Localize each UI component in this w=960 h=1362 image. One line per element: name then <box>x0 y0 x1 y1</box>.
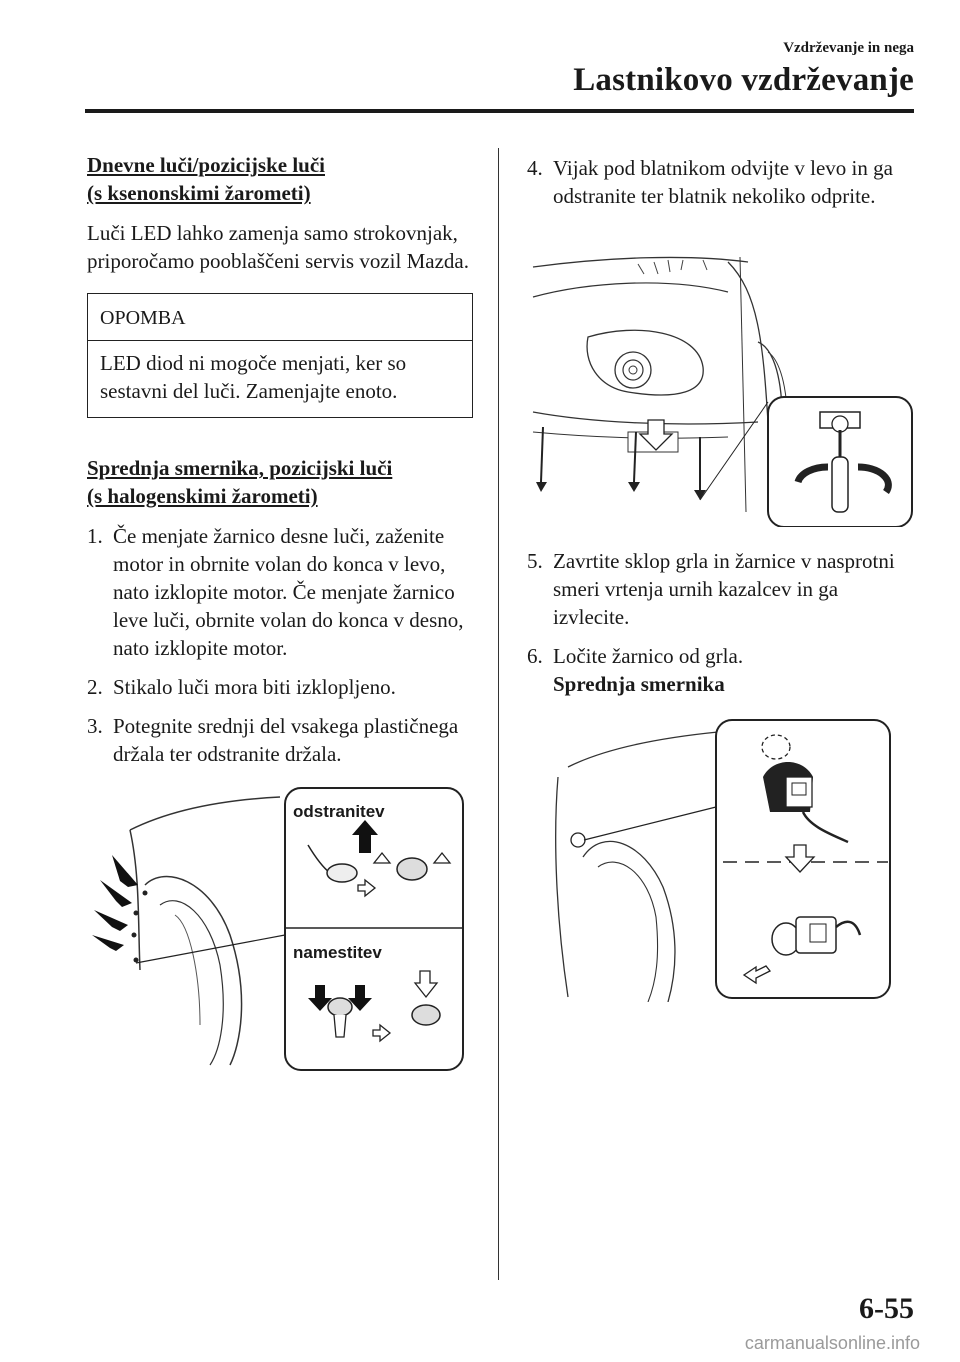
step-5: 5. Zavrtite sklop grla in žarnice v nasprotni smeri vrtenja urnih kazalcev in ga izvlecite. <box>527 549 895 629</box>
figure-bulb-removal <box>548 717 893 1002</box>
heading-drl: Dnevne luči/pozicijske luči (s ksenonskimi žarometi) <box>87 153 325 205</box>
heading-turn-signal: Sprednja smernika, pozicijski luči (s halogenskimi žarometi) <box>87 456 393 508</box>
figure-screw-removal <box>528 252 918 527</box>
right-column-lower <box>527 547 917 698</box>
watermark: carmanualsonline.info <box>744 1333 920 1353</box>
step-6: 6. Ločite žarnico od grla. <box>527 644 744 668</box>
label-remove: odstranitev <box>293 802 385 821</box>
section-name: Vzdrževanje in nega <box>783 40 914 56</box>
sub-heading-turn-signal: Sprednja smernika <box>553 672 725 696</box>
step-1: 1. Če menjate žarnico desne luči, zaženite motor in obrnite volan do konca v levo, nato izklopite motor. Če menjate žarnico leve luči, obrnite volan do konca v desno, nato izklopite motor. <box>87 524 464 660</box>
note-title: OPOMBA <box>88 294 472 341</box>
column-divider <box>498 148 499 1280</box>
label-install: namestitev <box>293 943 382 962</box>
page-number: 6-55 <box>859 1292 914 1325</box>
step-3: 3. Potegnite srednji del vsakega plastičnega držala ter odstranite držala. <box>87 714 459 766</box>
left-column <box>87 151 473 779</box>
figure-clip-removal <box>90 785 470 1085</box>
note-box <box>87 293 473 418</box>
step-4: 4. Vijak pod blatnikom odvijte v levo in ga odstranite ter blatnik nekoliko odprite. <box>527 156 893 208</box>
step-2: 2. Stikalo luči mora biti izklopljeno. <box>87 675 396 699</box>
paragraph-led: Luči LED lahko zamenja samo strokovnjak, priporočamo pooblaščeni servis vozil Mazda. <box>87 221 469 273</box>
right-column <box>527 154 917 221</box>
chapter-title: Lastnikovo vzdrževanje <box>573 62 914 98</box>
note-body: LED diod ni mogoče menjati, ker so sestavni del luči. Zamenjajte enoto. <box>100 351 407 403</box>
header-rule <box>85 109 914 113</box>
